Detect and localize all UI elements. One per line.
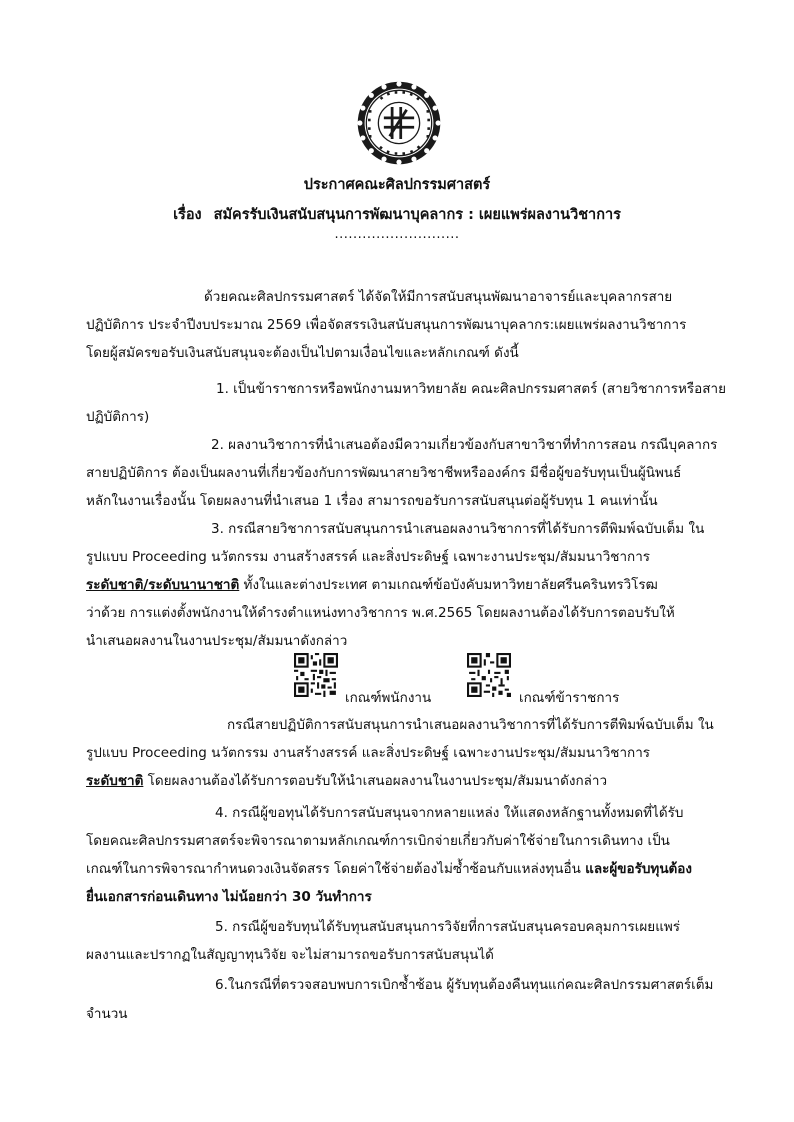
qr-code-icon[interactable] bbox=[467, 653, 511, 697]
item6-line-2: จำนวน bbox=[86, 1006, 128, 1022]
intro-line-3: โดยผู้สมัครขอรับเงินสนับสนุนจะต้องเป็นไปตามเงื่อนไขและหลักเกณฑ์ ดังนี้ bbox=[86, 345, 519, 361]
item3b-line-3 bbox=[86, 771, 607, 791]
item2-line-3: หลักในงานเรื่องนั้น โดยผลงานที่นำเสนอ 1 เรื่อง สามารถขอรับการสนับสนุนต่อผู้รับทุน 1 คนเท่านั้น bbox=[86, 493, 658, 509]
item2-line-2: สายปฏิบัติการ ต้องเป็นผลงานที่เกี่ยวข้องกับการพัฒนาสายวิชาชีพหรือองค์กร มีชื่อผู้ขอรับทุนเป็นผู้นิพนธ์ bbox=[86, 465, 682, 481]
item3b-line-1: กรณีสายปฏิบัติการสนับสนุนการนำเสนอผลงานวิชาการที่ได้รับการตีพิมพ์ฉบับเต็ม ใน bbox=[227, 717, 714, 733]
item3-line-5: นำเสนอผลงานในงานประชุม/สัมมนาดังกล่าว bbox=[86, 633, 348, 649]
item2-line-1: 2. ผลงานวิชาการที่นำเสนอต้องมีความเกี่ยวข้องกับสาขาวิชาที่ทำการสอน กรณีบุคลากร bbox=[211, 437, 718, 453]
item3-line-4: ว่าด้วย การแต่งตั้งพนักงานให้ดำรงตำแหน่งทางวิชาการ พ.ศ.2565 โดยผลงานต้องได้รับการตอบรับให้ bbox=[86, 605, 675, 621]
item1-line-1: 1. เป็นข้าราชการหรือพนักงานมหาวิทยาลัย คณะศิลปกรรมศาสตร์ (สายวิชาการหรือสาย bbox=[216, 381, 726, 397]
subject-text: สมัครรับเงินสนับสนุนการพัฒนาบุคลากร : เผยแพร่ผลงานวิชาการ bbox=[213, 207, 621, 223]
item3b-line-3-rest: โดยผลงานต้องได้รับการตอบรับให้นำเสนอผลงานในงานประชุม/สัมมนาดังกล่าว bbox=[143, 773, 608, 789]
qr-label-civil: เกณฑ์ข้าราชการ bbox=[519, 690, 620, 706]
subject-label: เรื่อง bbox=[173, 207, 202, 223]
item4-line-3 bbox=[86, 859, 692, 879]
intro-line-1: ด้วยคณะศิลปกรรมศาสตร์ ได้จัดให้มีการสนับสนุนพัฒนาอาจารย์และบุคลากรสาย bbox=[204, 289, 673, 305]
item1-line-2: ปฏิบัติการ) bbox=[86, 409, 150, 425]
intro-line-2: ปฏิบัติการ ประจำปีงบประมาณ 2569 เพื่อจัดสรรเงินสนับสนุนการพัฒนาบุคลากร:เผยแพร่ผลงานวิชาการ bbox=[86, 317, 687, 333]
item5-line-2: ผลงานและปรากฏในสัญญาทุนวิจัย จะไม่สามารถขอรับการสนับสนุนได้ bbox=[86, 947, 494, 963]
item3-line-1: 3. กรณีสายวิชาการสนับสนุนการนำเสนอผลงานวิชาการที่ได้รับการตีพิมพ์ฉบับเต็ม ใน bbox=[211, 521, 705, 537]
item5-line-1: 5. กรณีผู้ขอรับทุนได้รับทุนสนับสนุนการวิจัยที่การสนับสนุนครอบคลุมการเผยแพร่ bbox=[215, 919, 681, 935]
qr-code-icon[interactable] bbox=[294, 653, 338, 697]
university-seal-icon bbox=[356, 80, 442, 166]
item4-line-1: 4. กรณีผู้ขอทุนได้รับการสนับสนุนจากหลายแหล่ง ให้แสดงหลักฐานทั้งหมดที่ได้รับ bbox=[215, 805, 684, 821]
item3-line-3 bbox=[86, 575, 658, 595]
item3-emphasis: ระดับชาติ/ระดับนานาชาติ bbox=[86, 577, 240, 593]
item3b-emphasis: ระดับชาติ bbox=[86, 773, 144, 789]
item4-line-3-bold: และผู้ขอรับทุนต้อง bbox=[585, 861, 693, 877]
item4-line-4: ยื่นเอกสารก่อนเดินทาง ไม่น้อยกว่า 30 วันทำการ bbox=[86, 889, 372, 905]
item6-line-1: 6.ในกรณีที่ตรวจสอบพบการเบิกซ้ำซ้อน ผู้รับทุนต้องคืนทุนแก่คณะศิลปกรรมศาสตร์เต็ม bbox=[215, 977, 714, 993]
qr-label-staff: เกณฑ์พนักงาน bbox=[345, 690, 432, 706]
header-divider: ........................... bbox=[334, 227, 460, 242]
item3b-line-2: รูปแบบ Proceeding นวัตกรรม งานสร้างสรรค์ และสิ่งประดิษฐ์ เฉพาะงานประชุม/สัมมนาวิชาการ bbox=[86, 745, 651, 761]
item4-line-2: โดยคณะศิลปกรรมศาสตร์จะพิจารณาตามหลักเกณฑ์การเบิกจ่ายเกี่ยวกับค่าใช้จ่ายในการเดินทาง เป็น bbox=[86, 833, 670, 849]
item4-line-3-plain: เกณฑ์ในการพิจารณากำหนดวงเงินจัดสรร โดยค่าใช้จ่ายต้องไม่ซ้ำซ้อนกับแหล่งทุนอื่น bbox=[86, 861, 586, 877]
item3-line-2: รูปแบบ Proceeding นวัตกรรม งานสร้างสรรค์ และสิ่งประดิษฐ์ เฉพาะงานประชุม/สัมมนาวิชาการ bbox=[86, 549, 651, 565]
announcement-subject bbox=[0, 203, 794, 226]
item3-line-3-rest: ทั้งในและต่างประเทศ ตามเกณฑ์ข้อบังคับมหาวิทยาลัยศรีนครินทรวิโรฒ bbox=[239, 577, 658, 593]
announcement-title: ประกาศคณะศิลปกรรมศาสตร์ bbox=[303, 177, 491, 193]
